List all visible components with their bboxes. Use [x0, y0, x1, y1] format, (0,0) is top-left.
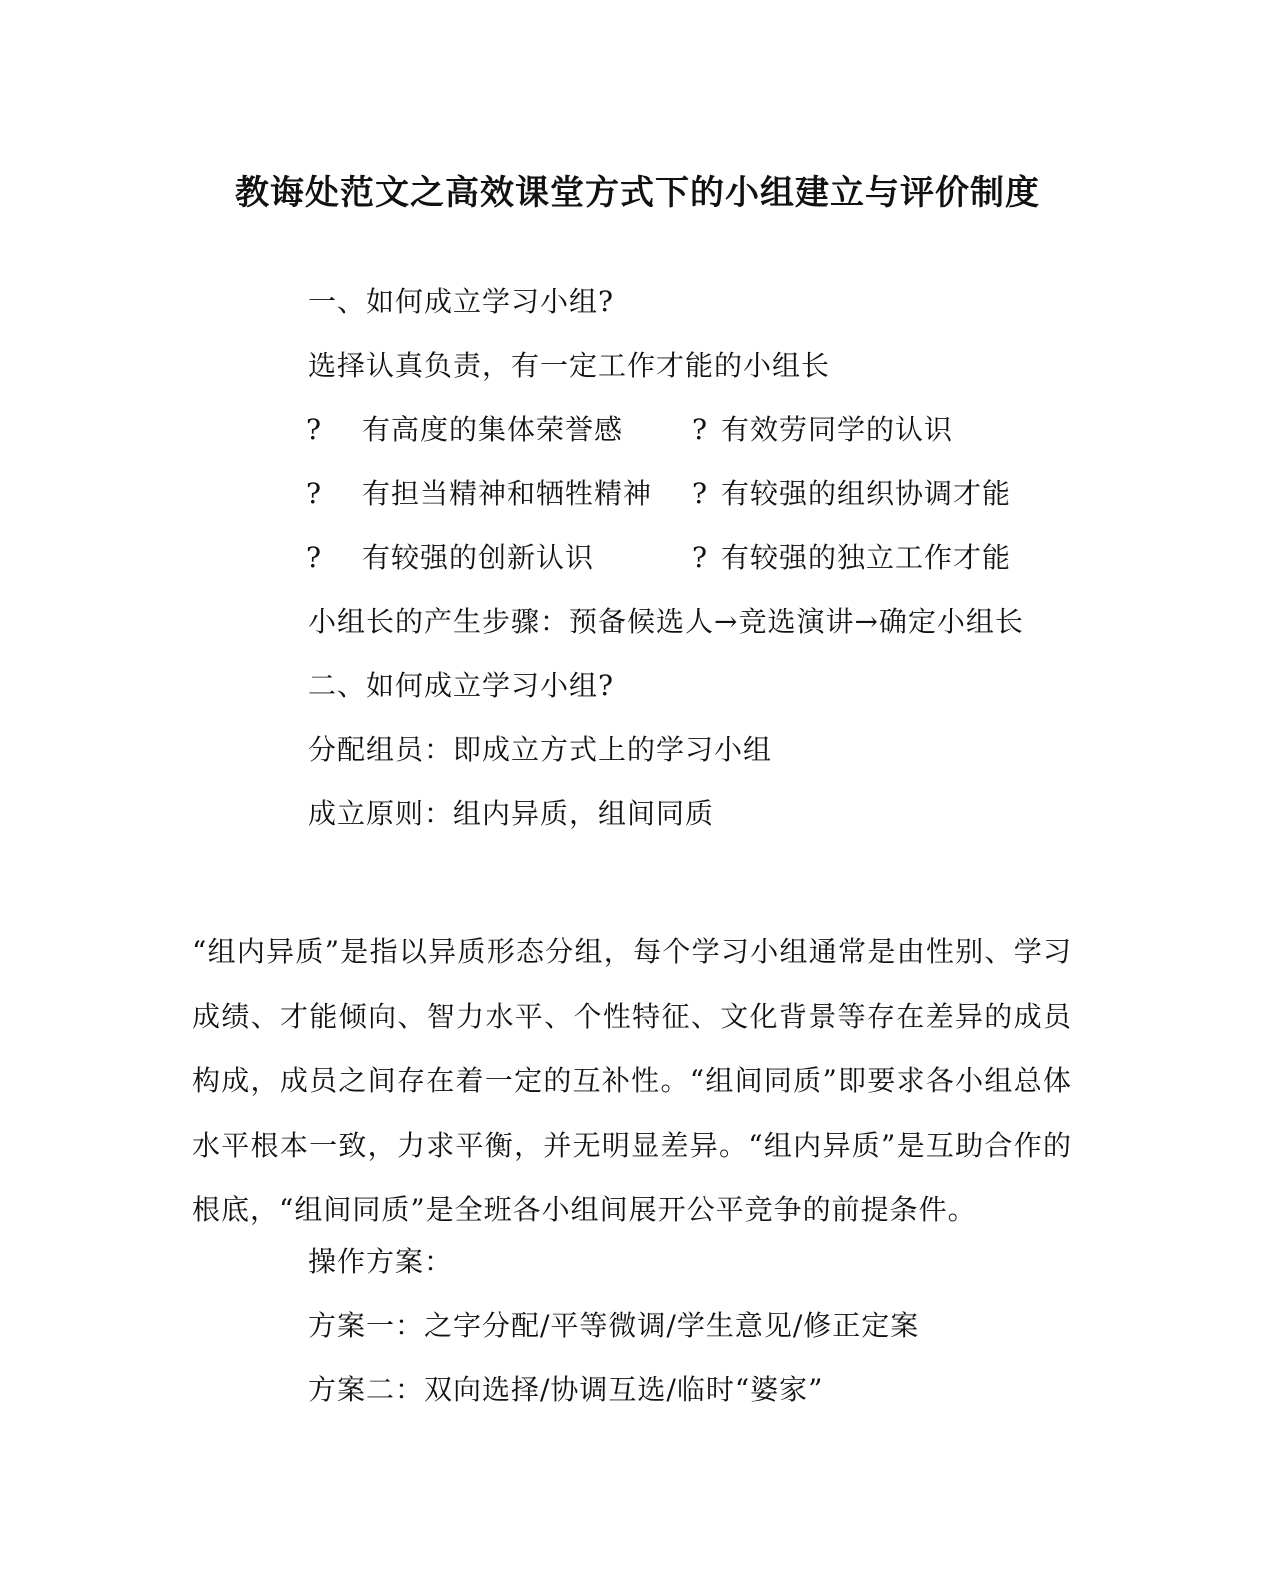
section1-heading: 一、如何成立学习小组?	[308, 285, 615, 318]
bullet-left-3: 有较强的创新认识	[362, 541, 595, 574]
bullet-marker: ?	[692, 541, 708, 574]
bullet-marker: ?	[692, 413, 708, 446]
body-paragraph	[192, 920, 1072, 1243]
section1-steps: 小组长的产生步骤：预备候选人→竞选演讲→确定小组长	[308, 605, 1024, 638]
bullet-marker: ?	[306, 413, 322, 446]
plan-item-1: 方案一：之字分配/平等微调/学生意见/修正定案	[308, 1309, 920, 1342]
bullet-right-1: 有效劳同学的认识	[721, 413, 954, 446]
document-title: 教诲处范文之高效课堂方式下的小组建立与评价制度	[235, 173, 1040, 213]
section2-heading: 二、如何成立学习小组?	[308, 669, 615, 702]
bullet-marker: ?	[306, 477, 322, 510]
paragraph-text: “组内异质”是指以异质形态分组，每个学习小组通常是由性别、学习成绩、才能倾向、智力水平、个性特征、文化背景等存在差异的成员构成，成员之间存在着一定的互补性。“组间同质”即要求各小组总体水平根本一致，力求平衡，并无明显差异。“组内异质”是互助合作的根底，“组间同质”是全班各小组间展开公平竞争的前提条件。	[192, 935, 1072, 1226]
section1-intro: 选择认真负责，有一定工作才能的小组长	[308, 349, 831, 382]
plan-item-2: 方案二：双向选择/协调互选/临时“婆家”	[308, 1373, 824, 1406]
bullet-right-3: 有较强的独立工作才能	[721, 541, 1012, 574]
bullet-left-1: 有高度的集体荣誉感	[362, 413, 624, 446]
bullet-marker: ?	[306, 541, 322, 574]
section2-assign: 分配组员：即成立方式上的学习小组	[308, 733, 773, 766]
bullet-right-2: 有较强的组织协调才能	[721, 477, 1012, 510]
bullet-left-2: 有担当精神和牺牲精神	[362, 477, 653, 510]
plan-heading: 操作方案：	[308, 1245, 454, 1278]
section2-principle: 成立原则：组内异质，组间同质	[308, 797, 715, 830]
bullet-marker: ?	[692, 477, 708, 510]
